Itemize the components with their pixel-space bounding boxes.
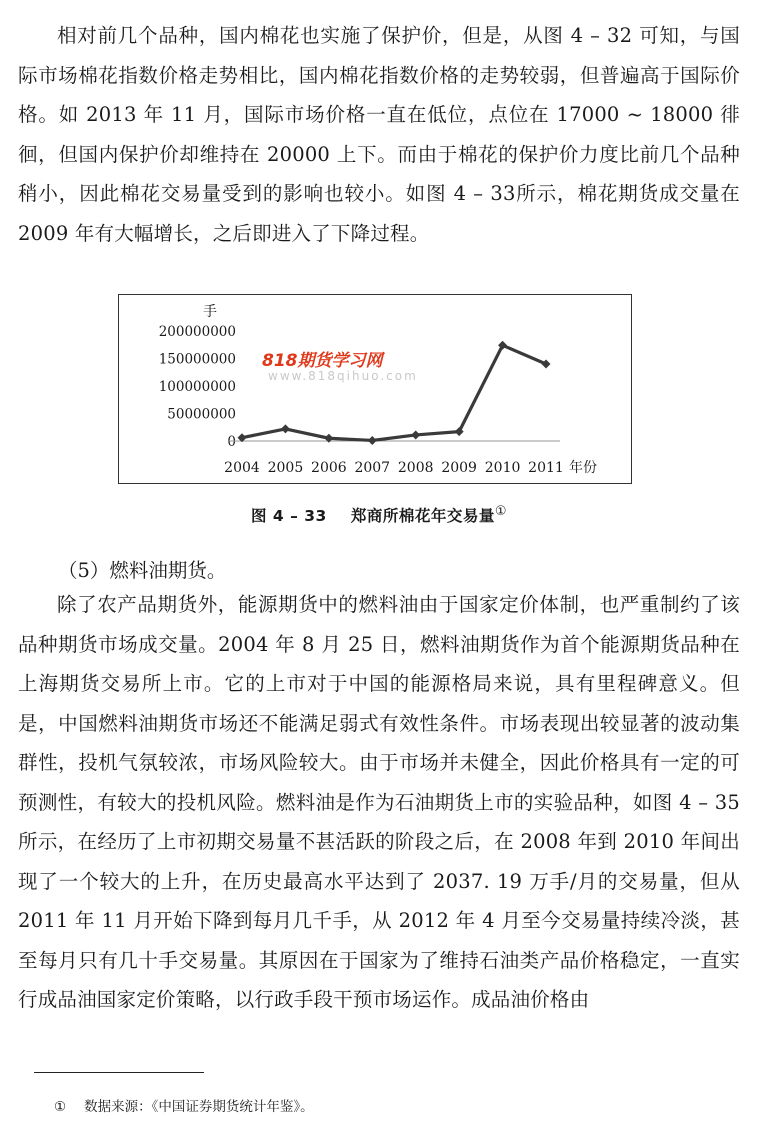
y-axis-unit: 手 <box>203 304 217 320</box>
series-markers <box>238 341 551 445</box>
x-axis-unit: 年份 <box>569 460 597 476</box>
series-line <box>242 345 546 440</box>
figure-4-33 <box>118 294 632 484</box>
x-tick-label: 2008 <box>397 460 434 476</box>
x-tick-label: 2007 <box>354 460 391 476</box>
paragraph-cotton: 相对前几个品种，国内棉花也实施了保护价，但是，从图 4 – 32 可知，与国际市场棉花指数价格走势相比，国内棉花指数价格的走势较弱，但普遍高于国际价格。如 2013 年 11 月，国际市场价格一直在低位，点位在 17000 ~ 18000 徘徊，但国内保护价却维持在 20000 上下。而由于棉花的保护价力度比前几个品种稍小，因此棉花交易量受到的影响也较小。如图 4 – 33所示，棉花期货成交量在 2009 年有大幅增长，之后即进入了下降过程。 <box>18 24 740 245</box>
paragraph-fuel-oil: 除了农产品期货外，能源期货中的燃料油由于国家定价体制，也严重制约了该品种期货市场成交量。2004 年 8 月 25 日，燃料油期货作为首个能源期货品种在上海期货交易所上市。它的上市对于中国的能源格局来说，具有里程碑意义。但是，中国燃料油期货市场还不能满足弱式有效性条件。市场表现出较显著的波动集群性，投机气氛较浓，市场风险较大。由于市场并未健全，因此价格具有一定的可预测性，有较大的投机风险。燃料油是作为石油期货上市的实验品种，如图 4 – 35 所示，在经历了上市初期交易量不甚活跃的阶段之后，在 2008 年到 2010 年间出现了一个较大的上升，在历史最高水平达到了 2037. 19 万手/月的交易量，但从 2011 年 11 月开始下降到每月几千手，从 2012 年 4 月至今交易量持续冷淡，甚至每月只有几十手交易量。其原因在于国家为了维持石油类产品价格稳定，一直实行成品油国家定价策略，以行政手段干预市场运作。成品油价格由 <box>18 593 740 1011</box>
y-tick-label: 50000000 <box>167 406 236 423</box>
x-tick-label: 2009 <box>441 460 477 476</box>
y-tick-label: 150000000 <box>158 351 236 368</box>
y-tick-label: 200000000 <box>158 324 236 340</box>
caption-footnote-mark: ① <box>494 504 507 519</box>
x-tick-label: 2010 <box>484 460 521 476</box>
y-tick-label: 100000000 <box>158 379 236 395</box>
footnote-divider <box>34 1072 204 1073</box>
data-point-marker <box>411 430 420 439</box>
data-point-marker <box>368 436 377 445</box>
y-tick-label: 0 <box>227 434 236 450</box>
x-tick-label: 2006 <box>311 460 347 476</box>
cotton-volume-chart <box>119 295 631 483</box>
footnote-text: 数据来源：《中国证券期货统计年鉴》。 <box>84 1099 314 1115</box>
footnote <box>54 1098 314 1116</box>
data-point-marker <box>281 424 290 433</box>
x-tick-label: 2005 <box>267 460 304 476</box>
y-axis-ticks <box>159 324 236 450</box>
section-heading: （5）燃料油期货。 <box>58 559 227 582</box>
caption-title: 郑商所棉花年交易量 <box>350 507 495 526</box>
watermark-logo: 818期货学习网 <box>262 351 383 371</box>
caption-number: 图 4 – 33 <box>251 507 327 526</box>
watermark-url: www.818qihuo.com <box>268 369 418 383</box>
data-point-marker <box>542 360 551 369</box>
footnote-mark: ① <box>54 1099 67 1115</box>
x-axis-ticks <box>224 460 564 476</box>
x-tick-label: 2004 <box>224 460 260 476</box>
x-tick-label: 2011 <box>528 460 564 476</box>
figure-caption <box>0 504 758 526</box>
